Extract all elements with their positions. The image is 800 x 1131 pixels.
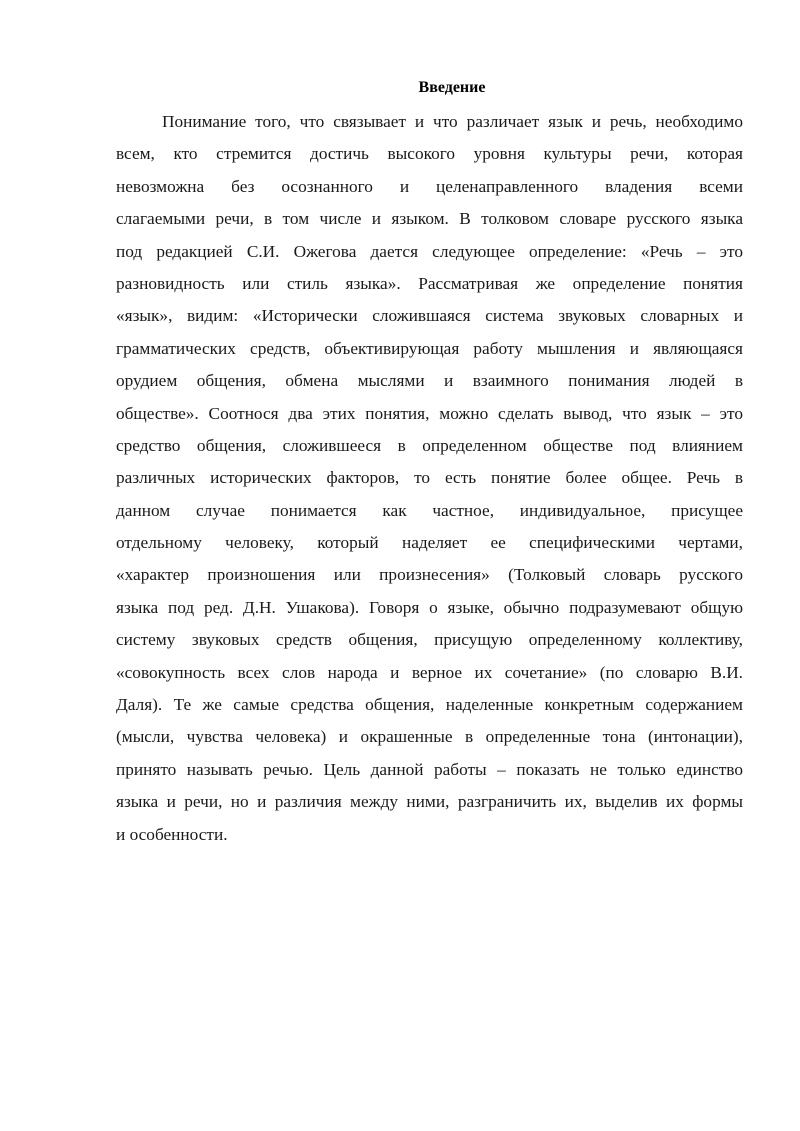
paragraph-line: различных исторических факторов, то есть понятие более общее. Речь в — [116, 468, 743, 488]
paragraph-line: под редакцией С.И. Ожегова дается следующее определение: «Речь – это — [116, 241, 743, 261]
paragraph-line: всем, кто стремится достичь высокого уровня культуры речи, которая — [116, 144, 743, 164]
paragraph-line: грамматических средств, объективирующая работу мышления и являющаяся — [116, 338, 743, 358]
document-body — [116, 76, 743, 851]
paragraph-line: данном случае понимается как частное, индивидуальное, присущее — [116, 500, 743, 520]
paragraph-line: невозможна без осознанного и целенаправленного владения всеми — [116, 176, 743, 196]
paragraph-line: и особенности. — [116, 824, 228, 844]
paragraph-line: Понимание того, что связывает и что различает язык и речь, необходимо — [162, 112, 743, 131]
paragraph-line: разновидность или стиль языка». Рассматривая же определение понятия — [116, 273, 743, 293]
paragraph-line: средство общения, сложившееся в определенном обществе под влиянием — [116, 435, 743, 455]
section-title: Введение — [418, 79, 486, 96]
paragraph-line: систему звуковых средств общения, присущую определенному коллективу, — [116, 630, 743, 650]
paragraph-line: «совокупность всех слов народа и верное их сочетание» (по словарю В.И. — [116, 662, 743, 682]
paragraph-line: языка под ред. Д.Н. Ушакова). Говоря о языке, обычно подразумевают общую — [116, 597, 743, 617]
paragraph-line: «язык», видим: «Исторически сложившаяся система звуковых словарных и — [116, 306, 743, 326]
paragraph-line: языка и речи, но и различия между ними, разграничить их, выделив их формы — [116, 792, 743, 812]
paragraph-line: отдельному человеку, который наделяет ее специфическими чертами, — [116, 533, 743, 553]
introduction-paragraph — [116, 106, 743, 851]
paragraph-line: принято называть речью. Цель данной работы – показать не только единство — [116, 759, 743, 779]
paragraph-line: (мысли, чувства человека) и окрашенные в определенные тона (интонации), — [116, 727, 743, 747]
paragraph-line: Даля). Те же самые средства общения, наделенные конкретным содержанием — [116, 695, 743, 715]
paragraph-line: орудием общения, обмена мыслями и взаимного понимания людей в — [116, 371, 743, 391]
paragraph-line: обществе». Соотнося два этих понятия, можно сделать вывод, что язык – это — [116, 403, 743, 423]
paragraph-line: «характер произношения или произнесения» (Толковый словарь русского — [116, 565, 743, 585]
paragraph-line: слагаемыми речи, в том числе и языком. В толковом словаре русского языка — [116, 209, 743, 229]
